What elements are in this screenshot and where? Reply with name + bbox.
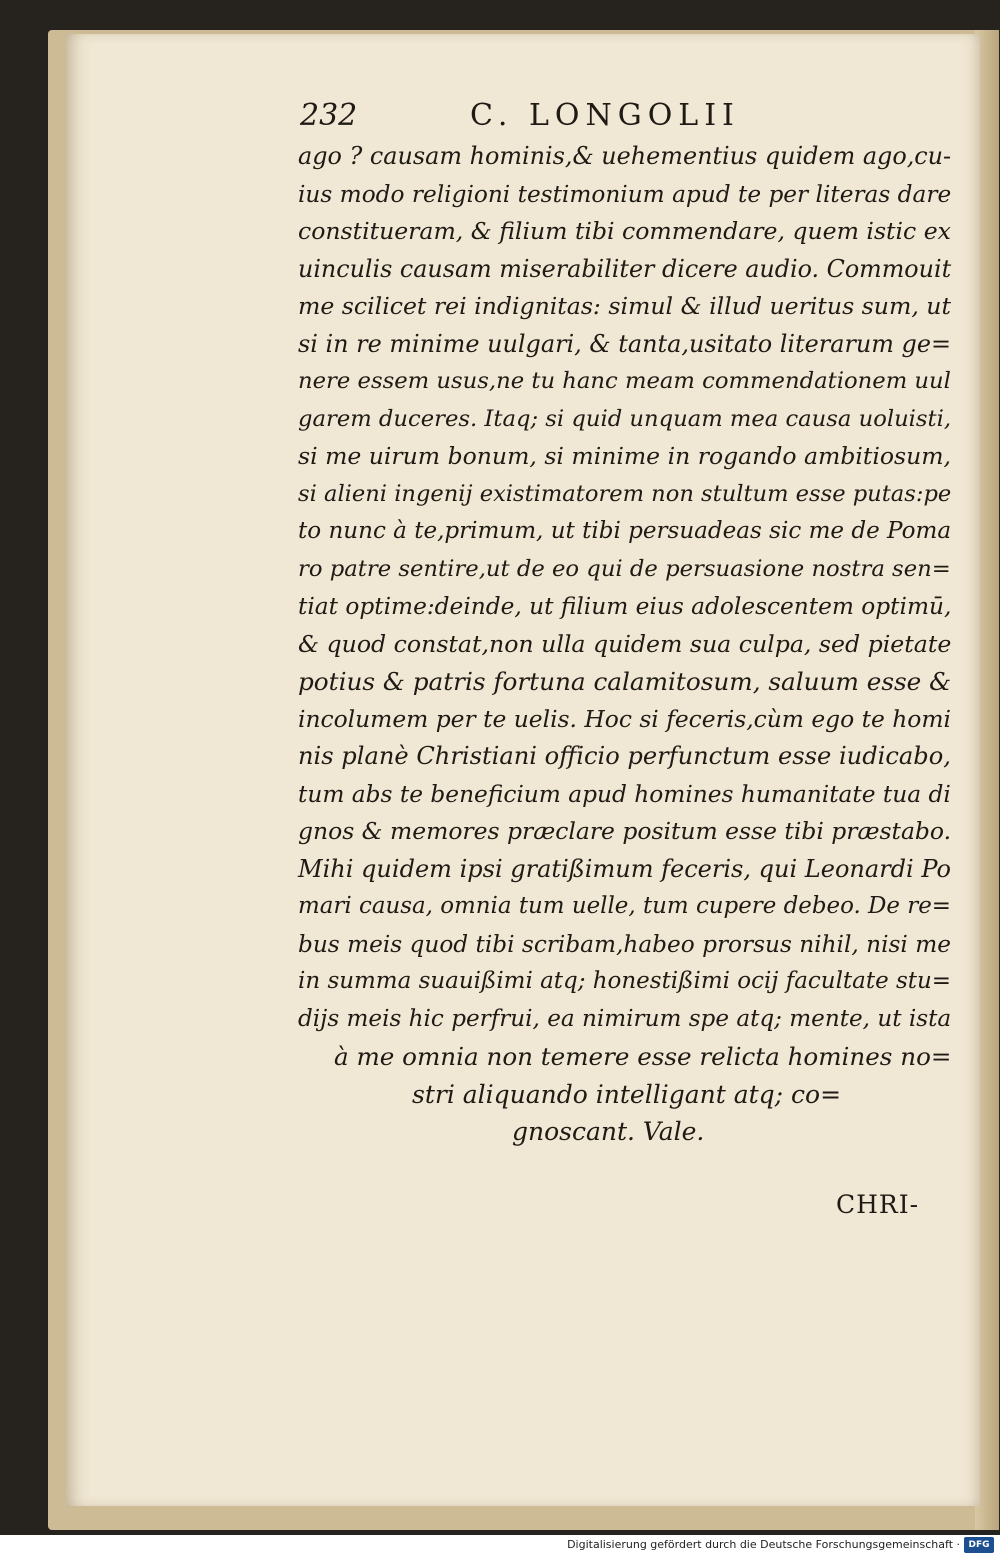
text-line: gnoscant. Vale. (512, 1117, 705, 1146)
text-line: si in re minime uulgari, & tanta,usitato literarum ge= (298, 329, 952, 358)
text-line: tiat optime:deinde, ut filium eius adolescentem optimū, (298, 593, 952, 620)
page-header (300, 98, 800, 142)
text-line: potius & patris fortuna calamitosum, saluum esse & (298, 667, 952, 696)
text-line: to nunc à te,primum, ut tibi persuadeas sic me de Poma (298, 518, 952, 544)
text-line: dijs meis hic perfrui, ea nimirum spe atq; mente, ut ista (298, 1005, 952, 1032)
text-line: si alieni ingenij existimatorem non stultum esse putas:pe (298, 480, 952, 507)
text-line: incolumem per te uelis. Hoc si feceris,cùm ego te homi (298, 704, 951, 733)
text-line: bus meis quod tibi scribam,habeo prorsus nihil, nisi me (298, 930, 951, 958)
catchword: CHRI- (836, 1190, 920, 1219)
body-text (298, 138, 958, 1151)
funding-credit: Digitalisierung gefördert durch die Deutsche Forschungsgemeinschaft · (567, 1538, 960, 1551)
text-line: mari causa, omnia tum uelle, tum cupere debeo. De re= (298, 893, 951, 919)
text-line: ius modo religioni testimonium apud te per literas dare (298, 180, 952, 208)
text-line: ro patre sentire,ut de eo qui de persuasione nostra sen= (298, 555, 951, 582)
digitization-footer (0, 1535, 1000, 1556)
text-line: à me omnia non temere esse relicta homines no= (334, 1042, 952, 1071)
dfg-logo: DFG (964, 1537, 994, 1553)
text-line: si me uirum bonum, si minime in rogando ambitiosum, (298, 442, 952, 470)
text-line: Mihi quidem ipsi gratißimum feceris, qui Leonardi Po (298, 854, 952, 883)
running-head: C. LONGOLII (470, 98, 740, 133)
text-line: gnos & memores præclare positum esse tibi præstabo. (298, 817, 952, 845)
text-line: me scilicet rei indignitas: simul & illud ueritus sum, ut (298, 292, 951, 320)
text-line: ago ? causam hominis,& uehementius quidem ago,cu- (298, 142, 952, 170)
text-line: tum abs te beneficium apud homines humanitate tua di (298, 780, 951, 808)
text-line: constitueram, & filium tibi commendare, quem istic ex (298, 217, 951, 245)
text-line: & quod constat,non ulla quidem sua culpa, sed pietate (298, 629, 952, 658)
text-line: uinculis causam miserabiliter dicere audio. Commouit (298, 254, 952, 283)
text-line: stri aliquando intelligant atq; co= (412, 1079, 842, 1109)
page-number: 232 (300, 98, 358, 133)
text-line: garem duceres. Itaq; si quid unquam mea causa uoluisti, (298, 405, 952, 432)
text-line: nis planè Christiani officio perfunctum esse iudicabo, (298, 742, 951, 770)
text-line: nere essem usus,ne tu hanc meam commendationem uul (298, 368, 951, 394)
text-line: in summa suauißimi atq; honestißimi ocij facultate stu= (298, 968, 952, 994)
